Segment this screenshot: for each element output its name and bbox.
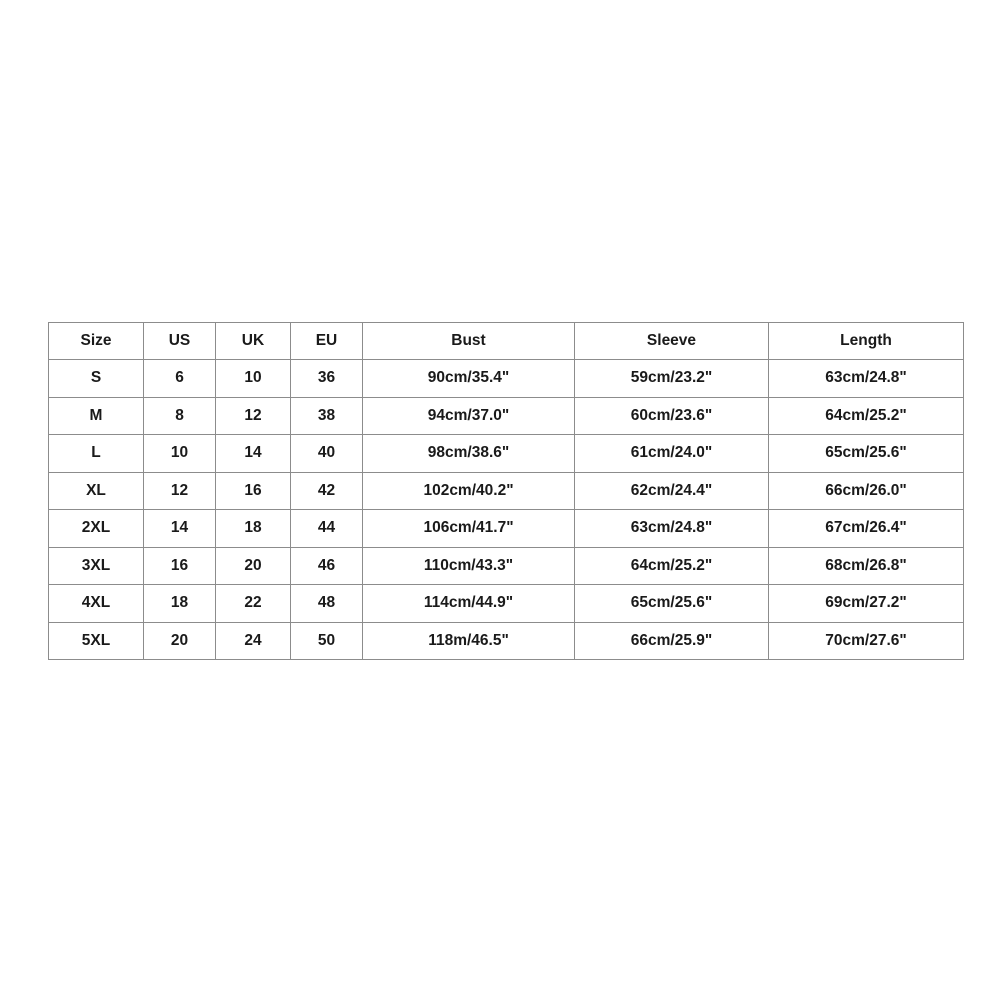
cell-uk: 12	[216, 397, 291, 435]
cell-sleeve: 59cm/23.2"	[575, 360, 769, 398]
cell-eu: 50	[291, 622, 363, 660]
cell-us: 16	[144, 547, 216, 585]
cell-length: 63cm/24.8"	[769, 360, 964, 398]
cell-size: S	[49, 360, 144, 398]
table-row	[49, 435, 964, 473]
cell-uk: 10	[216, 360, 291, 398]
table-row	[49, 622, 964, 660]
cell-uk: 22	[216, 585, 291, 623]
cell-length: 65cm/25.6"	[769, 435, 964, 473]
cell-sleeve: 60cm/23.6"	[575, 397, 769, 435]
cell-size: 5XL	[49, 622, 144, 660]
table-row	[49, 510, 964, 548]
cell-eu: 36	[291, 360, 363, 398]
cell-eu: 38	[291, 397, 363, 435]
cell-us: 12	[144, 472, 216, 510]
cell-bust: 110cm/43.3"	[363, 547, 575, 585]
cell-uk: 18	[216, 510, 291, 548]
cell-size: M	[49, 397, 144, 435]
cell-us: 6	[144, 360, 216, 398]
cell-us: 8	[144, 397, 216, 435]
cell-size: 4XL	[49, 585, 144, 623]
header-bust: Bust	[363, 323, 575, 360]
table-row	[49, 472, 964, 510]
cell-bust: 98cm/38.6"	[363, 435, 575, 473]
cell-bust: 90cm/35.4"	[363, 360, 575, 398]
cell-uk: 20	[216, 547, 291, 585]
cell-us: 20	[144, 622, 216, 660]
header-sleeve: Sleeve	[575, 323, 769, 360]
cell-size: 2XL	[49, 510, 144, 548]
cell-eu: 42	[291, 472, 363, 510]
table-row	[49, 585, 964, 623]
cell-us: 18	[144, 585, 216, 623]
header-us: US	[144, 323, 216, 360]
cell-length: 70cm/27.6"	[769, 622, 964, 660]
cell-eu: 44	[291, 510, 363, 548]
cell-eu: 46	[291, 547, 363, 585]
cell-eu: 48	[291, 585, 363, 623]
cell-length: 64cm/25.2"	[769, 397, 964, 435]
cell-sleeve: 64cm/25.2"	[575, 547, 769, 585]
header-size: Size	[49, 323, 144, 360]
cell-sleeve: 65cm/25.6"	[575, 585, 769, 623]
table-row	[49, 547, 964, 585]
cell-uk: 24	[216, 622, 291, 660]
header-eu: EU	[291, 323, 363, 360]
cell-length: 68cm/26.8"	[769, 547, 964, 585]
cell-us: 10	[144, 435, 216, 473]
cell-size: XL	[49, 472, 144, 510]
cell-length: 69cm/27.2"	[769, 585, 964, 623]
cell-uk: 14	[216, 435, 291, 473]
table-row	[49, 360, 964, 398]
cell-size: L	[49, 435, 144, 473]
cell-size: 3XL	[49, 547, 144, 585]
cell-length: 66cm/26.0"	[769, 472, 964, 510]
size-table-body	[49, 360, 964, 660]
table-header-row	[49, 323, 964, 360]
cell-bust: 114cm/44.9"	[363, 585, 575, 623]
cell-length: 67cm/26.4"	[769, 510, 964, 548]
cell-sleeve: 63cm/24.8"	[575, 510, 769, 548]
cell-uk: 16	[216, 472, 291, 510]
cell-sleeve: 62cm/24.4"	[575, 472, 769, 510]
cell-us: 14	[144, 510, 216, 548]
cell-bust: 106cm/41.7"	[363, 510, 575, 548]
size-chart-table	[48, 322, 964, 660]
cell-bust: 118m/46.5"	[363, 622, 575, 660]
cell-sleeve: 61cm/24.0"	[575, 435, 769, 473]
header-uk: UK	[216, 323, 291, 360]
cell-bust: 102cm/40.2"	[363, 472, 575, 510]
header-length: Length	[769, 323, 964, 360]
cell-eu: 40	[291, 435, 363, 473]
table-row	[49, 397, 964, 435]
cell-bust: 94cm/37.0"	[363, 397, 575, 435]
cell-sleeve: 66cm/25.9"	[575, 622, 769, 660]
